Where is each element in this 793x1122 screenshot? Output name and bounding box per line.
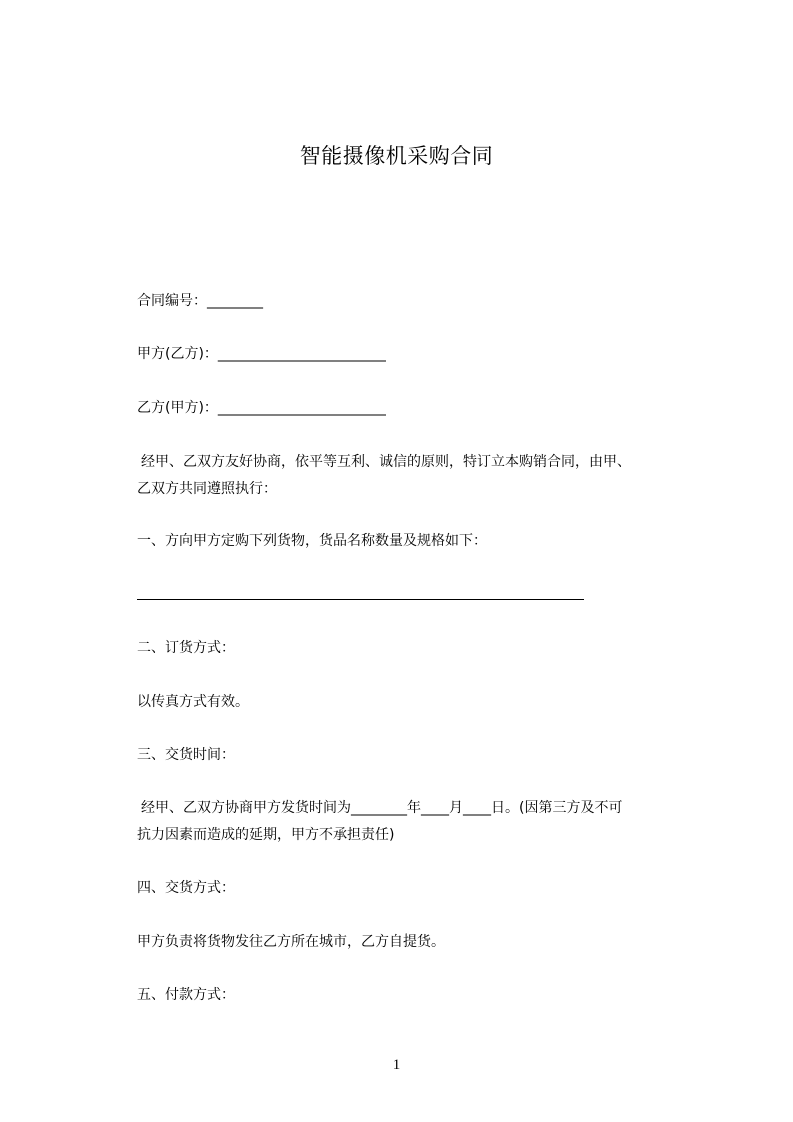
preamble-line-1: 经甲、乙双方友好协商，依平等互利、诚信的原则，特订立本购销合同，由甲、 bbox=[141, 454, 631, 470]
section-3-heading: 三、交货时间： bbox=[137, 747, 235, 763]
contract-number-line: 合同编号：________ bbox=[137, 293, 263, 309]
section-2-body: 以传真方式有效。 bbox=[137, 694, 249, 710]
party-b-line: 乙方(甲方)：________________________ bbox=[137, 400, 386, 416]
document-title: 智能摄像机采购合同 bbox=[299, 144, 494, 168]
section-1-heading: 一、方向甲方定购下列货物，货品名称数量及规格如下： bbox=[137, 533, 487, 549]
section-5-heading: 五、付款方式： bbox=[137, 987, 235, 1003]
section-4-body: 甲方负责将货物发往乙方所在城市，乙方自提货。 bbox=[137, 934, 445, 950]
party-a-line: 甲方(乙方)：________________________ bbox=[137, 346, 386, 362]
section-2-heading: 二、订货方式： bbox=[137, 640, 235, 656]
goods-list-blank-line bbox=[137, 599, 584, 600]
section-3-body-line-1: 经甲、乙双方协商甲方发货时间为________年____月____日。(因第三方及不可 bbox=[141, 800, 623, 816]
section-3-body-line-2: 抗力因素而造成的延期，甲方不承担责任) bbox=[137, 827, 395, 843]
section-4-heading: 四、交货方式： bbox=[137, 880, 235, 896]
preamble-line-2: 乙双方共同遵照执行： bbox=[137, 481, 277, 497]
page-number: 1 bbox=[392, 1057, 401, 1073]
